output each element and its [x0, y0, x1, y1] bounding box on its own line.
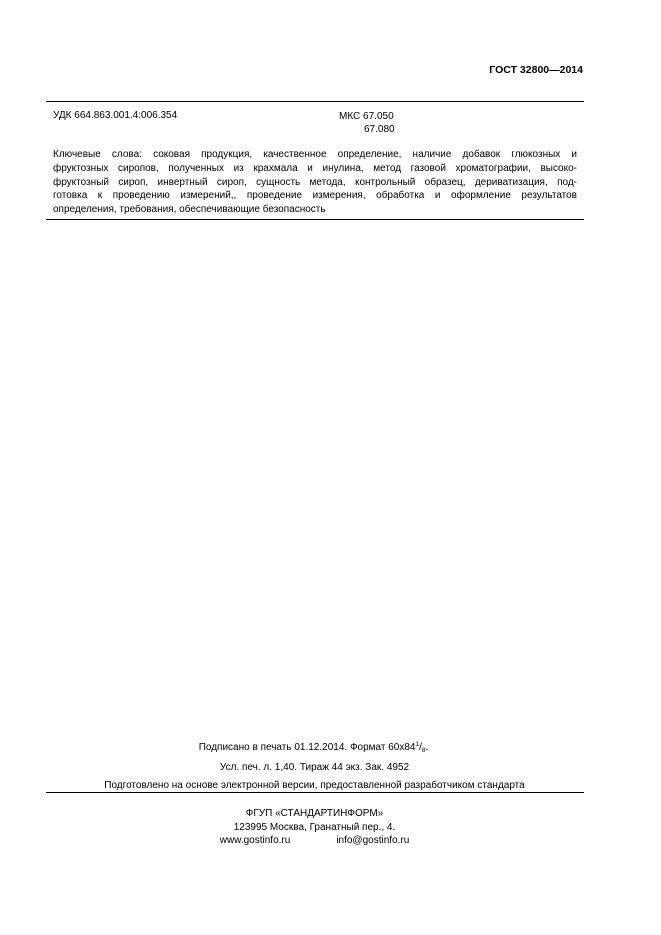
- publisher-address: 123995 Москва, Гранатный пер., 4.: [233, 821, 396, 833]
- mks-codes: [339, 110, 395, 136]
- prepared-note-text: Подготовлено на основе электронной версии, предоставленной разработчиком стандарта: [104, 780, 525, 791]
- udk-code: УДК 664.863.001.4:006.354: [53, 110, 178, 121]
- mks-code-1: МКС 67.050: [339, 111, 394, 122]
- email-link[interactable]: info@gostinfo.ru: [336, 835, 410, 846]
- keywords-line: фруктозный сироп, инвертный сироп, сущность метода, контрольный образец, дериватизация, под-: [53, 176, 577, 188]
- signed-suffix: .: [425, 742, 429, 753]
- publisher-name: ФГУП «СТАНДАРТИНФОРМ»: [245, 808, 384, 819]
- keywords-line: Ключевые слова: соковая продукция, качественное определение, наличие добавок глюкозных и: [53, 149, 577, 160]
- document-code: ГОСТ 32800—2014: [489, 64, 583, 76]
- print-info: [0, 762, 661, 773]
- signed-for-print: [0, 741, 661, 754]
- format-slash: /: [419, 742, 422, 753]
- publisher-contacts: [220, 834, 410, 848]
- keywords-divider: [46, 219, 584, 220]
- mks-code-2: 67.080: [364, 124, 395, 135]
- keywords-line: готовка к проведению измерений,, проведение измерения, обработка и оформление результатов: [53, 190, 577, 202]
- signed-text: Подписано в печать 01.12.2014. Формат 60x84: [198, 742, 416, 753]
- keywords-line: фруктозных сиропов, полученных из крахмала и инулина, метод газовой хроматографии, высоко-: [53, 162, 577, 174]
- top-divider: [46, 101, 584, 102]
- keywords-paragraph: [53, 148, 577, 217]
- format-numerator: 1: [415, 741, 420, 748]
- prepared-note: [0, 780, 661, 791]
- format-denominator: 8: [421, 747, 426, 754]
- keywords-line: определения, требования, обеспечивающие безопасность: [53, 204, 326, 216]
- website-link[interactable]: www.gostinfo.ru: [219, 835, 291, 846]
- publisher-block: [0, 807, 661, 848]
- imprint-divider: [46, 792, 584, 793]
- print-info-text: Усл. печ. л. 1,40. Тираж 44 экз. Зак. 4952: [219, 762, 410, 773]
